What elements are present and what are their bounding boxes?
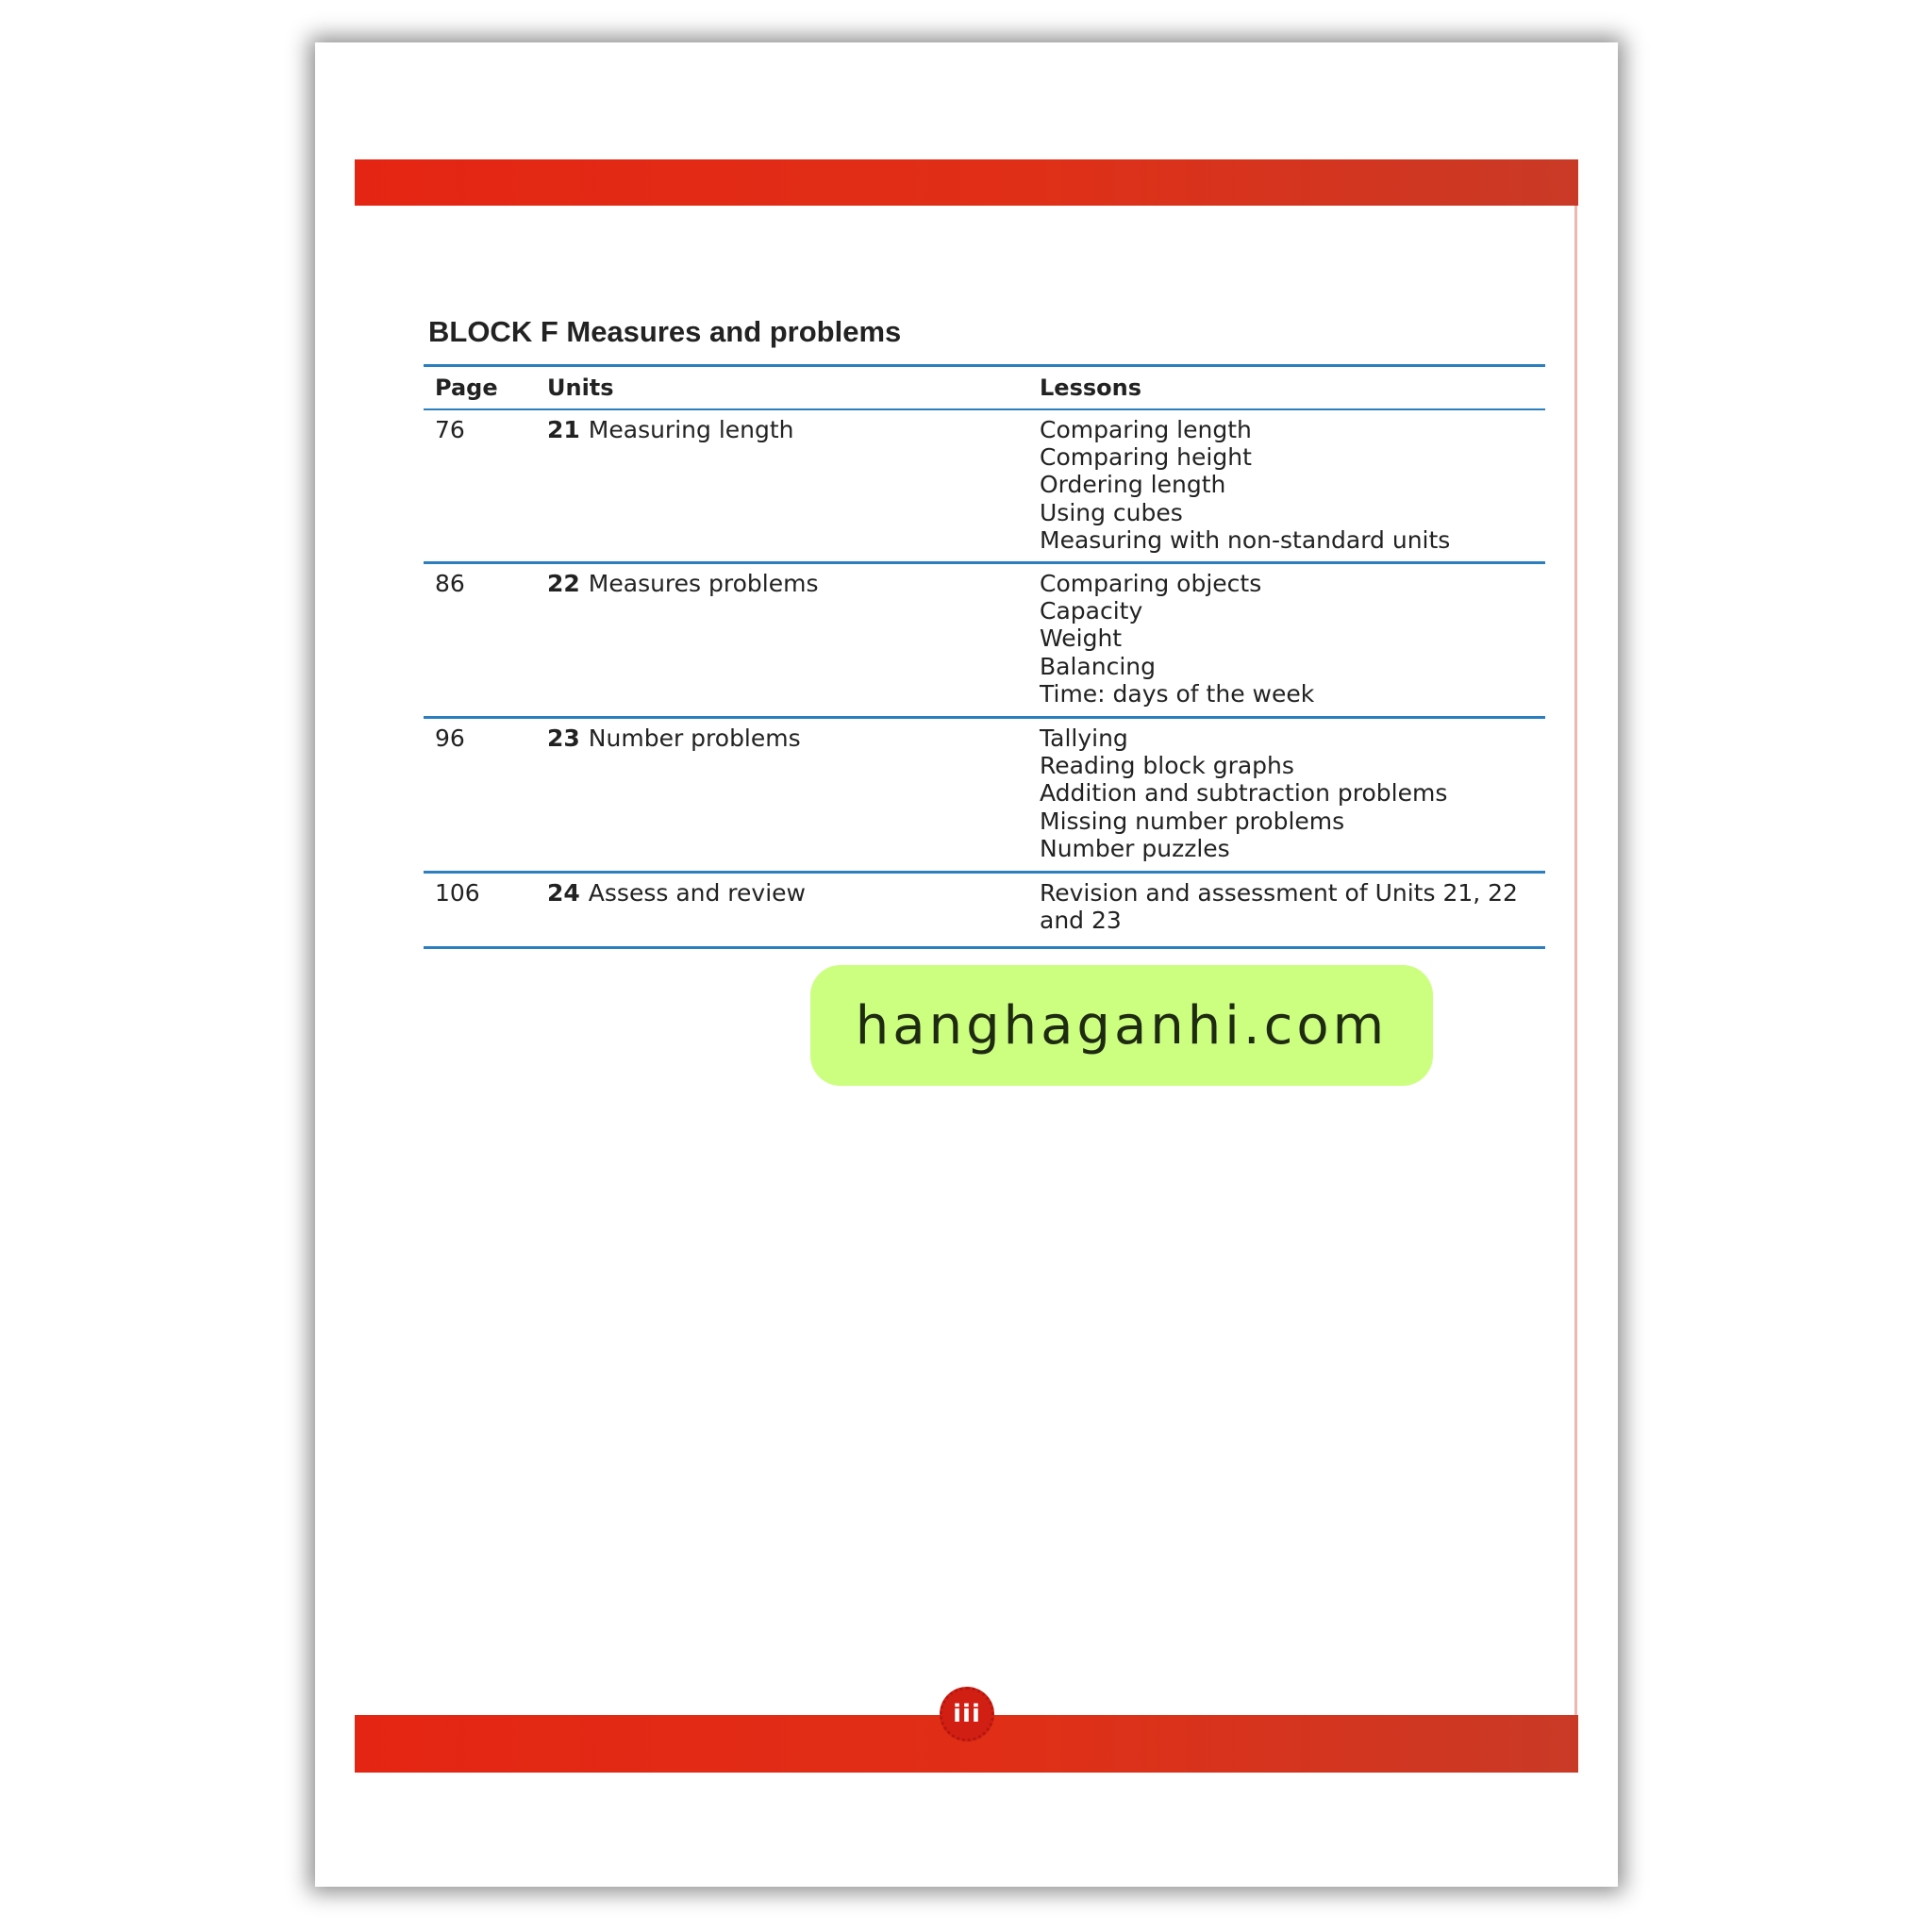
lesson-item: Revision and assessment of Units 21, 22 [1040, 879, 1518, 907]
lesson-item: Reading block graphs [1040, 752, 1294, 780]
unit-cell [547, 570, 1040, 710]
unit-number: 22 [547, 570, 580, 597]
watermark-label: hanghaganhi.com [810, 965, 1433, 1086]
contents-table [424, 364, 1545, 949]
table-row [424, 719, 1545, 874]
unit-cell [547, 879, 1040, 941]
unit-title: Measuring length [588, 416, 794, 443]
lesson-item: Addition and subtraction problems [1040, 779, 1448, 808]
lessons-cell [1040, 879, 1545, 941]
page-number-cell: 76 [435, 416, 465, 443]
unit-cell [547, 724, 1040, 865]
unit-title: Number problems [588, 724, 801, 752]
unit-number: 24 [547, 879, 580, 907]
block-title: BLOCK F Measures and problems [428, 315, 902, 348]
lesson-item: Balancing [1040, 652, 1156, 680]
lesson-item: Time: days of the week [1040, 679, 1315, 708]
page-number-cell: 86 [435, 570, 465, 597]
lesson-item: Missing number problems [1040, 807, 1345, 835]
lessons-cell [1040, 724, 1545, 865]
lessons-cell [1040, 570, 1545, 710]
table-row [424, 564, 1545, 719]
unit-cell [547, 416, 1040, 556]
lesson-item: Comparing length [1040, 416, 1252, 443]
lesson-item: Using cubes [1040, 498, 1183, 526]
table-header [424, 367, 1545, 410]
unit-title: Assess and review [588, 879, 806, 907]
unit-title: Measures problems [588, 570, 819, 597]
lesson-item: Measuring with non-standard units [1040, 525, 1451, 554]
lesson-item: Number puzzles [1040, 834, 1230, 862]
page-number-cell: 106 [435, 879, 480, 907]
table-row [424, 410, 1545, 564]
table-row [424, 874, 1545, 949]
lesson-item: Comparing height [1040, 443, 1252, 472]
header-units: Units [547, 375, 614, 401]
page-number-badge: iii [940, 1687, 994, 1741]
unit-number: 21 [547, 416, 580, 443]
page-number-cell: 96 [435, 724, 465, 752]
unit-number: 23 [547, 724, 580, 752]
header-lessons: Lessons [1040, 375, 1141, 401]
lesson-item: Comparing objects [1040, 570, 1262, 597]
header-page: Page [435, 375, 498, 401]
lesson-item: and 23 [1040, 907, 1122, 935]
lesson-item: Tallying [1040, 724, 1128, 752]
lesson-item: Capacity [1040, 597, 1143, 625]
lessons-cell [1040, 416, 1545, 556]
lesson-item: Ordering length [1040, 471, 1226, 499]
top-red-band [355, 159, 1578, 206]
lesson-item: Weight [1040, 625, 1123, 653]
page-edge-line [1574, 206, 1577, 1715]
